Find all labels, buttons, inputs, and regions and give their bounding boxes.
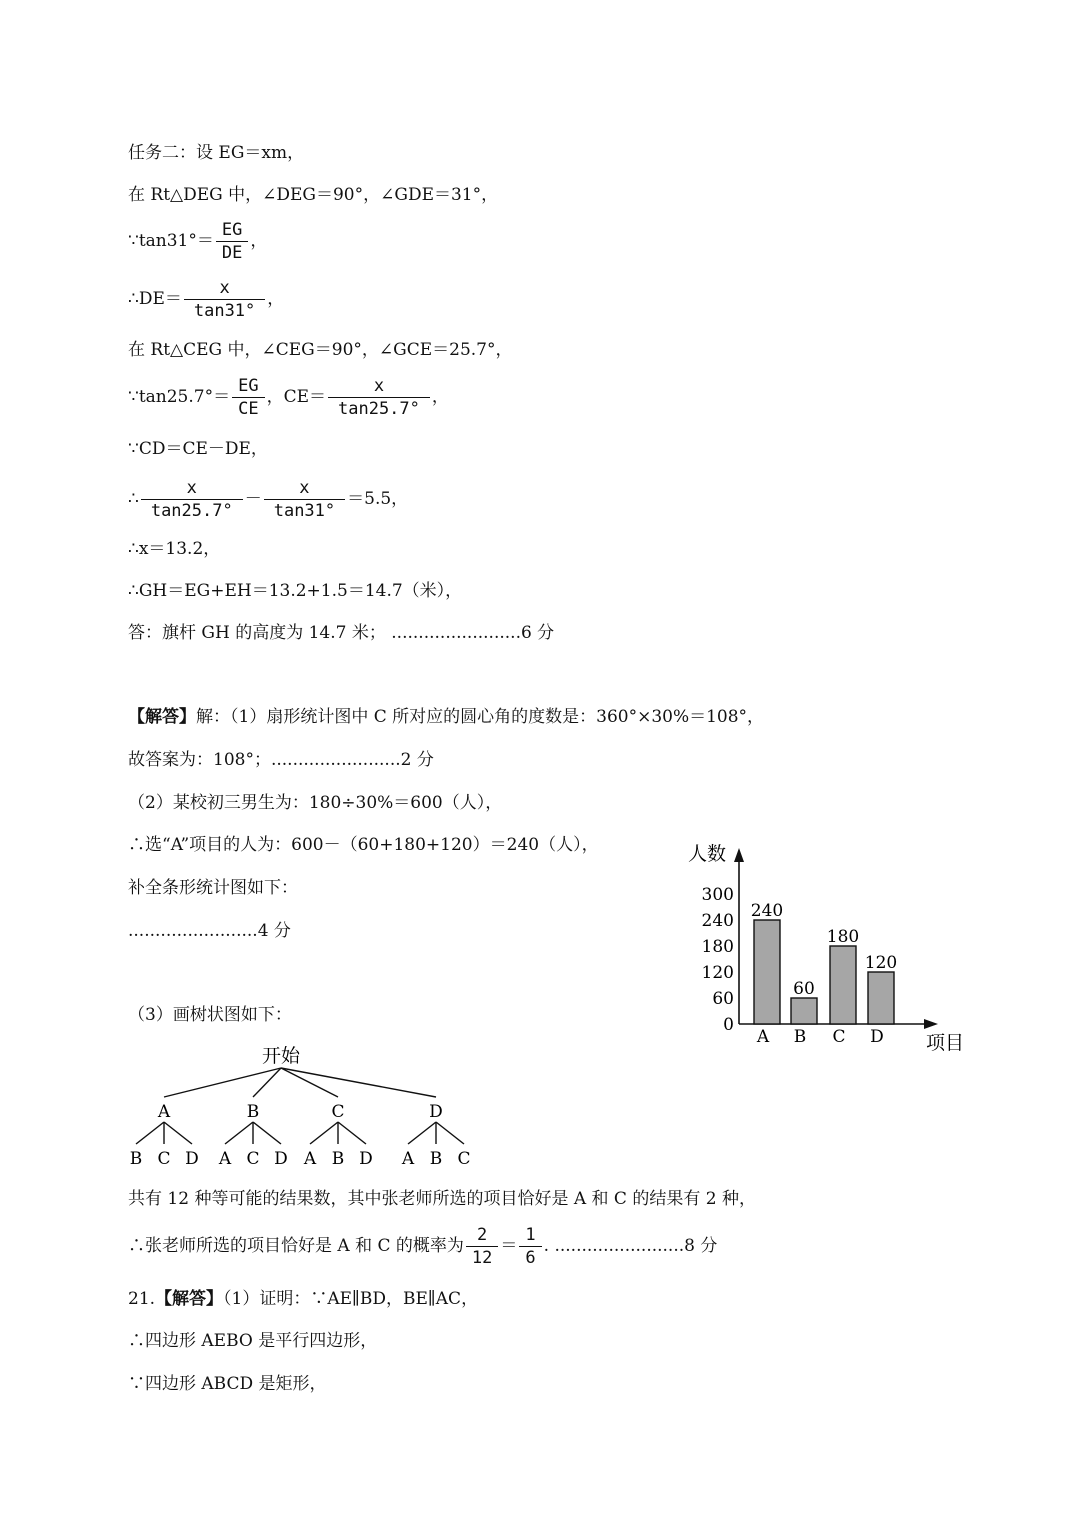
- tree-leaf: A: [218, 1149, 232, 1169]
- q21-line-1: 21.【解答】（1）证明：∵AE∥BD，BE∥AC，: [128, 1289, 479, 1309]
- tree-node: B: [246, 1102, 260, 1122]
- y-tick-label: 300: [701, 885, 734, 905]
- tree-node: C: [331, 1102, 345, 1122]
- y-axis-label: 人数: [688, 843, 727, 865]
- task2-line-10: ∴GH＝EG+EH＝13.2+1.5＝14.7（米），: [128, 581, 463, 601]
- tree-edge: [281, 1068, 436, 1097]
- tree-leaf: B: [129, 1149, 143, 1169]
- y-axis-arrow-icon: [734, 848, 744, 862]
- fraction-denominator: 6: [519, 1246, 541, 1268]
- task2-line-7: ∵CD＝CE－DE，: [128, 439, 268, 459]
- tree-diagram: [118, 1040, 498, 1170]
- bar-value-label: 240: [750, 901, 784, 921]
- q21-line-2: ∴四边形 AEBO 是平行四边形，: [128, 1331, 378, 1351]
- bar-value-label: 180: [826, 927, 860, 947]
- y-tick-label: 60: [712, 989, 734, 1009]
- fraction-numerator: x: [373, 376, 385, 396]
- tree-leaf: D: [359, 1149, 373, 1169]
- tree-root: 开始: [261, 1045, 301, 1067]
- q20-line-9: ∴张老师所选的项目恰好是 A 和 C 的概率为 $\frac{2}{12}$ ＝ $\frac{1}{6}$ . ........................8 分: [128, 1225, 718, 1268]
- tree-leaf: D: [274, 1149, 288, 1169]
- tree-edge: [136, 1122, 164, 1144]
- tree-edge: [253, 1122, 281, 1144]
- fraction-denominator: 12: [466, 1246, 498, 1268]
- x-tick-label: D: [870, 1027, 884, 1047]
- tree-leaf: C: [246, 1149, 260, 1169]
- tree-edge: [338, 1122, 366, 1144]
- task2-line-6: ∵tan25.7°＝ $\frac{EG}{CE}$ ，CE＝ $\frac{x}{\tan 25.7^\circ}$ ，: [128, 376, 449, 419]
- y-tick-label: 240: [701, 911, 734, 931]
- answer-tag: 【解答】: [128, 707, 196, 727]
- fraction-denominator: tan25.7°: [141, 499, 243, 521]
- tree-leaf: B: [429, 1149, 443, 1169]
- q20-line-7: （3）画树状图如下：: [128, 1005, 292, 1025]
- y-tick-label: 180: [701, 937, 734, 957]
- tree-leaf: A: [401, 1149, 415, 1169]
- tree-edge: [281, 1068, 338, 1097]
- bar-C: [830, 946, 856, 1024]
- x-axis-label: 项目: [926, 1032, 965, 1054]
- fraction-numerator: x: [299, 478, 310, 498]
- fraction-denominator: tan31°: [184, 299, 265, 321]
- q20-line-2: 故答案为：108°；........................2 分: [128, 750, 434, 770]
- fraction-denominator: DE: [216, 241, 248, 263]
- answer-tag: 【解答】: [155, 1289, 224, 1309]
- tree-node: D: [429, 1102, 443, 1122]
- y-tick-label: 120: [701, 963, 734, 983]
- y-tick-label: 0: [723, 1015, 734, 1035]
- task2-line-9: ∴x＝13.2，: [128, 539, 221, 559]
- task2-line-1: 任务二：设 EG＝xm，: [128, 143, 305, 163]
- tree-leaf: D: [185, 1149, 199, 1169]
- q20-line-1: 【解答】解：（1）扇形统计图中 C 所对应的圆心角的度数是：360°×30%＝108°，: [128, 707, 765, 727]
- task2-line-8: ∴ $\frac{x}{\tan 25.7^\circ}$ － $\frac{x}{\tan 31^\circ}$ ＝5.5，: [128, 478, 409, 521]
- fraction-denominator: CE: [232, 397, 264, 419]
- fraction-numerator: x: [186, 478, 197, 498]
- fraction-numerator: x: [219, 278, 230, 298]
- tree-node: A: [157, 1102, 171, 1122]
- bar-A: [754, 920, 780, 1024]
- x-axis-arrow-icon: [924, 1019, 938, 1029]
- tree-leaf: C: [457, 1149, 471, 1169]
- x-tick-label: B: [793, 1027, 807, 1047]
- q20-line-8: 共有 12 种等可能的结果数，其中张老师所选的项目恰好是 A 和 C 的结果有 2 种，: [128, 1189, 756, 1209]
- tree-leaf: B: [331, 1149, 345, 1169]
- q20-line-6: ........................4 分: [128, 921, 291, 941]
- fraction-denominator: tan25.7°: [328, 397, 430, 419]
- tree-edge: [164, 1122, 192, 1144]
- q21-line-3: ∵四边形 ABCD 是矩形，: [128, 1374, 327, 1394]
- bar-D: [868, 972, 894, 1024]
- tree-edge: [408, 1122, 436, 1144]
- fraction-denominator: tan31°: [264, 499, 345, 521]
- q20-line-4: ∴选“A”项目的人为：600－（60+180+120）＝240（人），: [128, 835, 599, 855]
- bar-value-label: 120: [864, 953, 898, 973]
- tree-edge: [253, 1068, 281, 1097]
- q20-line-3: （2）某校初三男生为：180÷30%＝600（人），: [128, 793, 503, 813]
- fraction-numerator: 1: [525, 1225, 536, 1245]
- x-tick-label: A: [756, 1027, 770, 1047]
- tree-leaf: A: [303, 1149, 317, 1169]
- fraction-numerator: 2: [477, 1225, 488, 1245]
- task2-line-11: 答：旗杆 GH 的高度为 14.7 米； ........................6 分: [128, 623, 555, 643]
- tree-leaf: C: [157, 1149, 171, 1169]
- tree-edge: [164, 1068, 281, 1097]
- tree-edge: [225, 1122, 253, 1144]
- fraction-numerator: EG: [238, 376, 259, 396]
- tree-edge: [436, 1122, 464, 1144]
- task2-line-3: ∵tan31°＝ $\frac{EG}{DE}$ ，: [128, 220, 268, 263]
- task2-line-4: ∴DE＝ $\frac{x}{\tan 31^\circ}$ ，: [128, 278, 285, 321]
- x-tick-label: C: [832, 1027, 846, 1047]
- bar-B: [791, 998, 817, 1024]
- bar-value-label: 60: [793, 979, 815, 999]
- tree-edge: [310, 1122, 338, 1144]
- task2-line-2: 在 Rt△DEG 中，∠DEG＝90°，∠GDE＝31°，: [128, 185, 499, 205]
- fraction-numerator: EG: [221, 220, 243, 240]
- task2-line-5: 在 Rt△CEG 中，∠CEG＝90°，∠GCE＝25.7°，: [128, 340, 513, 360]
- bar-chart: [680, 838, 970, 1068]
- q20-line-5: 补全条形统计图如下：: [128, 878, 298, 898]
